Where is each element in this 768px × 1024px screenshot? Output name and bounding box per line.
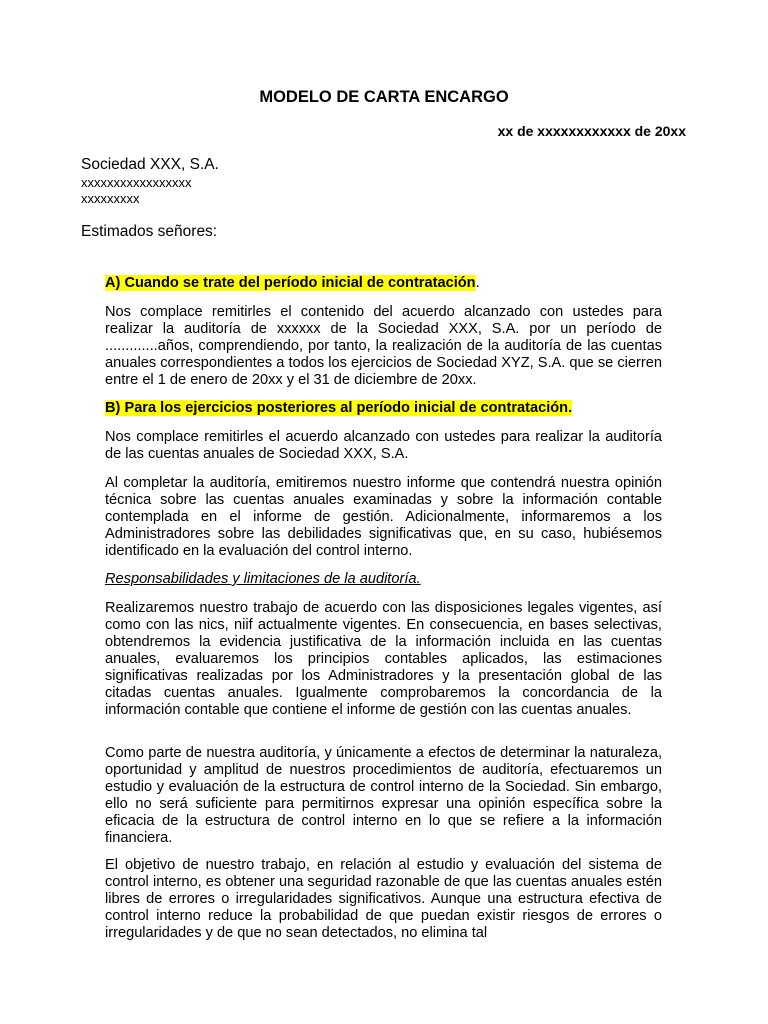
section-b-heading (105, 400, 662, 417)
section-b-paragraph: Nos complace remitirles el acuerdo alcanzado con ustedes para realizar la auditoría de las cuentas anuales de Sociedad XXX, S.A. (105, 429, 662, 462)
section-a-paragraph: Nos complace remitirles el contenido del acuerdo alcanzado con ustedes para realizar la auditoría de xxxxxx de la Sociedad XXX, S.A. por un período de .............años, comprendiendo, por tanto, la realización de la auditoría de las cuentas anuales correspondientes a todos los ejercicios de Sociedad XYZ, S.A. que se cierren entre el 1 de enero de 20xx y el 31 de diciembre de 20xx. (105, 304, 662, 388)
document-title: MODELO DE CARTA ENCARGO (259, 88, 509, 106)
section-a-heading (105, 275, 662, 292)
section-a-heading-period: . (475, 275, 480, 291)
internal-control-paragraph: Como parte de nuestra auditoría, y únicamente a efectos de determinar la naturaleza, oportunidad y amplitud de nuestros procedimientos de auditoría, efectuaremos un estudio y evaluación de la estructura de control interno de la Sociedad. Sin embargo, ello no será suficiente para permitirnos expresar una opinión específica sobre la eficacia de la estructura de control interno en lo que se refiere a la información financiera. (105, 745, 662, 846)
letter-date: xx de xxxxxxxxxxxx de 20xx (497, 123, 686, 139)
section-a-heading-text: A) Cuando se trate del período inicial de contratación (105, 275, 476, 291)
work-paragraph: Realizaremos nuestro trabajo de acuerdo con las disposiciones legales vigentes, así como con las nics, niif actualmente vigentes. En consecuencia, en bases selectivas, obtendremos la evidencia justificativa de la información incluida en las cuentas anuales, evaluaremos los principios contables aplicados, las estimaciones significativas realizadas por los Administradores y la presentación global de las citadas cuentas anuales. Igualmente comprobaremos la concordancia de la información contable que contiene el informe de gestión con las cuentas anuales. (105, 600, 662, 718)
responsibilities-heading-text: Responsabilidades y limitaciones de la auditoría. (105, 571, 421, 587)
objective-paragraph: El objetivo de nuestro trabajo, en relación al estudio y evaluación del sistema de control interno, es obtener una seguridad razonable de que las cuentas anuales estén libres de errores o irregularidades significativos. Aunque una estructura efectiva de control interno reduce la probabilidad de que puedan existir riesgos de errores o irregularidades y de que no sean detectados, no elimina tal (105, 857, 662, 941)
recipient-address-line: xxxxxxxxx (81, 191, 140, 206)
responsibilities-heading (105, 571, 662, 588)
salutation: Estimados señores: (81, 223, 218, 240)
completion-paragraph: Al completar la auditoría, emitiremos nuestro informe que contendrá nuestra opinión técnica sobre las cuentas anuales examinadas y sobre la información contable contemplada en el informe de gestión. Adicionalmente, informaremos a los Administradores sobre las debilidades significativas que, en su caso, hubiésemos identificado en la evaluación del control interno. (105, 475, 662, 559)
recipient-company: Sociedad XXX, S.A. (81, 156, 219, 173)
recipient-address-line: xxxxxxxxxxxxxxxxx (81, 175, 192, 190)
section-b-heading-text: B) Para los ejercicios posteriores al período inicial de contratación. (105, 400, 573, 416)
